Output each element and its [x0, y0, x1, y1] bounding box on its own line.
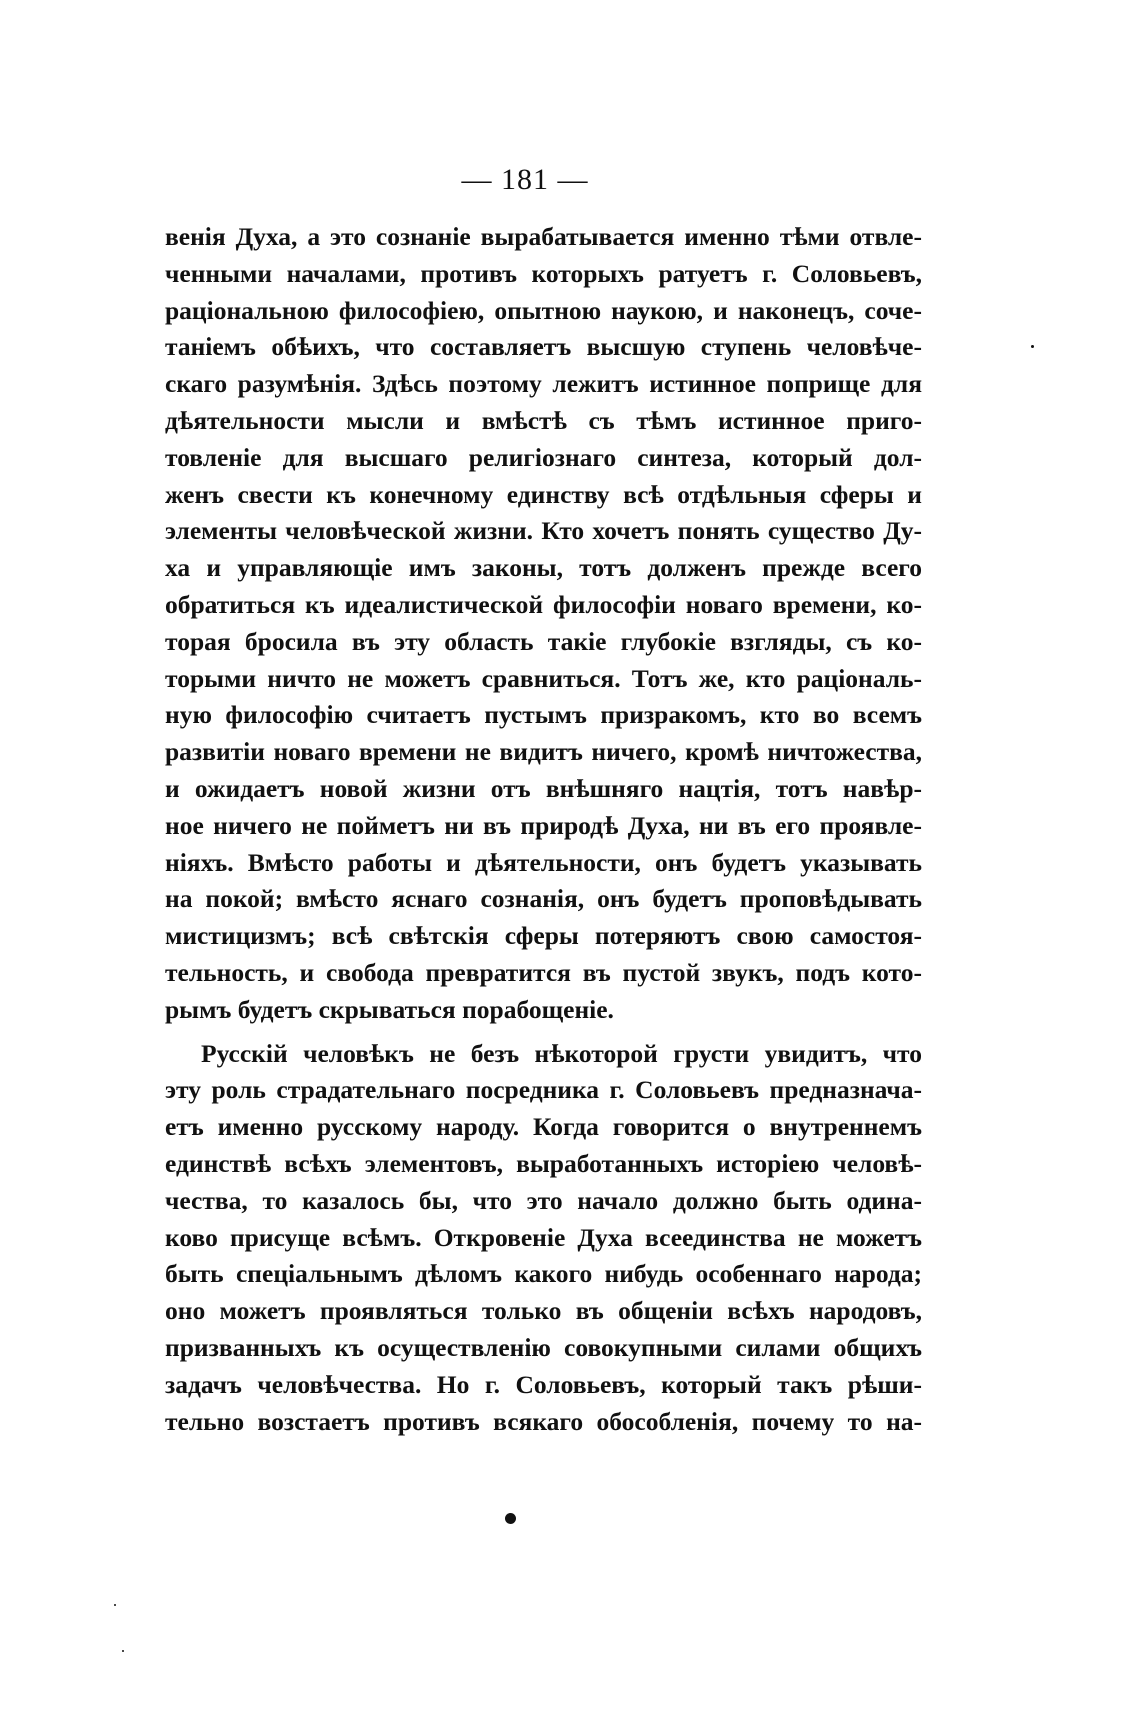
text-line: тельно возстаетъ противъ всякаго обособленія, почему то на- [165, 1406, 922, 1436]
text-line: етъ именно русскому народу. Когда говорится о внутреннемъ [165, 1112, 922, 1142]
text-line: на покой; вмѣсто яснаго сознанія, онъ будетъ проповѣдывать [165, 884, 922, 914]
text-line: ніяхъ. Вмѣсто работы и дѣятельности, онъ будетъ указывать [165, 847, 922, 877]
text-line: дѣятельности мысли и вмѣстѣ съ тѣмъ истинное приго- [165, 405, 922, 435]
text-line: ную философію считаетъ пустымъ призракомъ, кто во всемъ [165, 700, 922, 730]
text-line: задачъ человѣчества. Но г. Соловьевъ, который такъ рѣши- [165, 1369, 922, 1399]
text-line: единствѣ всѣхъ элементовъ, выработанныхъ исторіею человѣ- [165, 1148, 922, 1178]
text-line: эту роль страдательнаго посредника г. Соловьевъ предназнача- [165, 1075, 922, 1105]
text-line: таніемъ обѣихъ, что составляетъ высшую ступень человѣче- [165, 332, 922, 362]
text-line: рымъ будетъ скрываться порабощеніе. [165, 994, 614, 1024]
text-line: торыми ничто не можетъ сравниться. Тотъ же, кто раціональ- [165, 663, 922, 693]
text-line: мистицизмъ; всѣ свѣтскія сферы потеряютъ свою самостоя- [165, 921, 922, 951]
text-line: ченными началами, противъ которыхъ ратуетъ г. Соловьевъ, [165, 258, 922, 288]
text-line: оно можетъ проявляться только въ общеніи всѣхъ народовъ, [165, 1296, 922, 1326]
paragraph-gap [165, 1029, 922, 1036]
ink-speck [122, 1650, 124, 1652]
text-line: развитіи новаго времени не видитъ ничего, кромѣ ничтожества, [165, 737, 922, 767]
text-line: тельность, и свобода превратится въ пустой звукъ, подъ кото- [165, 957, 922, 987]
text-line: торая бросила въ эту область такіе глубокіе взгляды, съ ко- [165, 626, 922, 656]
text-line: ное ничего не пойметъ ни въ природѣ Духа, ни въ его проявле- [165, 810, 922, 840]
ink-speck [114, 1604, 116, 1606]
text-line: чества, то казалось бы, что это начало должно быть одина- [165, 1185, 922, 1215]
text-line: женъ свести къ конечному единству всѣ отдѣльныя сферы и [165, 479, 922, 509]
body-text [165, 219, 922, 1440]
text-line: венія Духа, а это сознаніе вырабатывается именно тѣми отвле- [165, 222, 922, 251]
text-line: и ожидаетъ новой жизни отъ внѣшняго нацтія, тотъ навѣр- [165, 773, 922, 803]
text-line: ково присуще всѣмъ. Откровеніе Духа всеединства не можетъ [165, 1222, 922, 1252]
paragraph-2 [165, 1036, 922, 1441]
ink-speck [505, 1513, 516, 1524]
paragraph-1 [165, 219, 922, 1029]
text-line: скаго разумѣнія. Здѣсь поэтому лежитъ истинное поприще для [165, 369, 922, 399]
text-line: раціональною философіею, опытною наукою, и наконецъ, соче- [165, 295, 922, 325]
text-line: товленіе для высшаго религіознаго синтеза, который дол- [165, 442, 922, 472]
text-line: Русскій человѣкъ не безъ нѣкоторой грусти увидитъ, что [201, 1038, 922, 1068]
ink-speck [1031, 345, 1034, 348]
text-line: элементы человѣческой жизни. Кто хочетъ понять существо Ду- [165, 516, 922, 546]
text-line: быть спеціальнымъ дѣломъ какого нибудь особеннаго народа; [165, 1259, 922, 1289]
text-line: ха и управляющіе имъ законы, тотъ долженъ прежде всего [165, 553, 922, 583]
page-number: — 181 — [461, 163, 589, 196]
text-line: призванныхъ къ осуществленію совокупными силами общихъ [165, 1332, 922, 1362]
text-line: обратиться къ идеалистической философіи новаго времени, ко- [165, 589, 922, 619]
